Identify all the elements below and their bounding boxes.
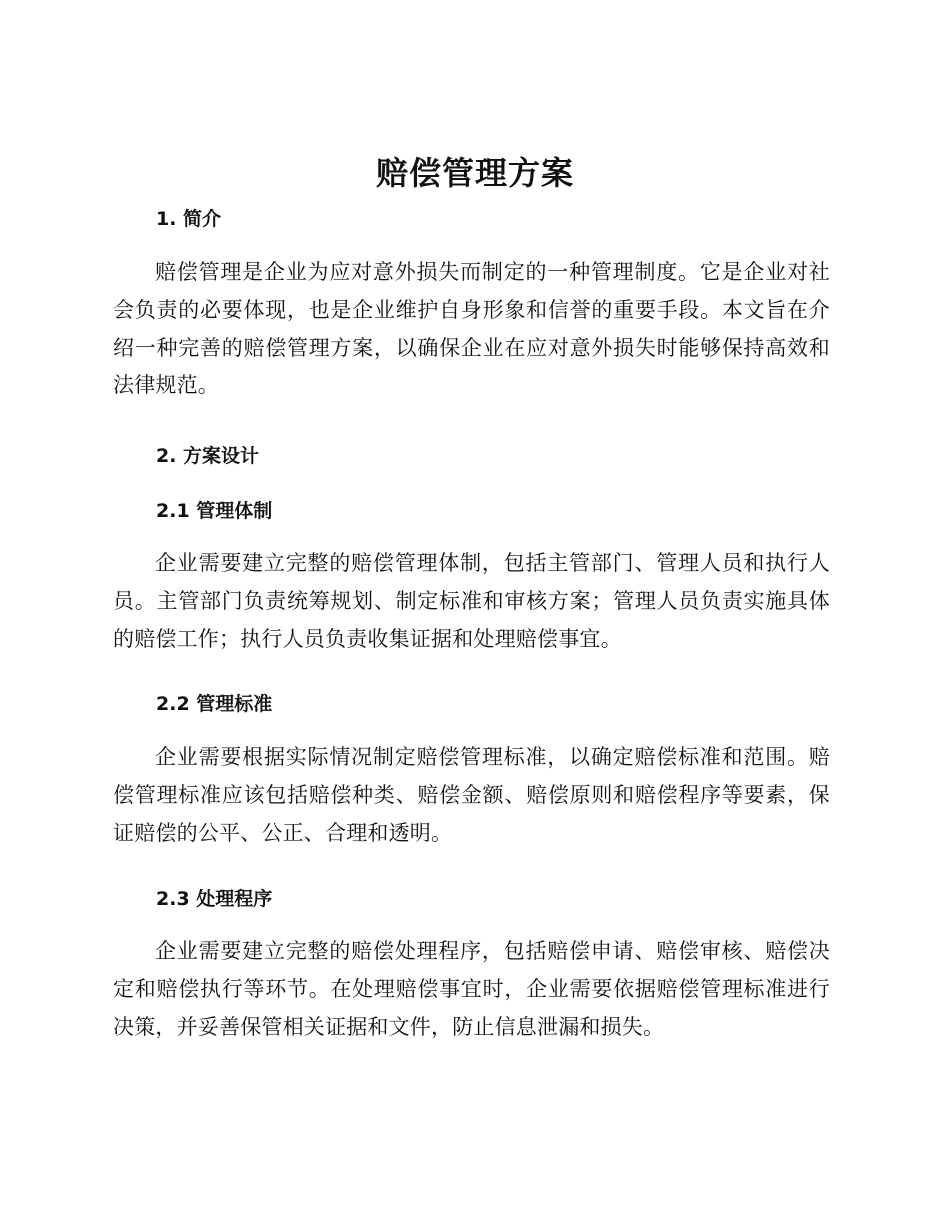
section-heading-management-system: 2.1 管理体制 (156, 500, 273, 522)
section-paragraph-management-system: 企业需要建立完整的赔偿管理体制，包括主管部门、管理人员和执行人员。主管部门负责统筹规划、制定标准和审核方案；管理人员负责实施具体的赔偿工作；执行人员负责收集证据和处理赔偿事宜。 (113, 551, 830, 651)
section-paragraph-procedure: 企业需要建立完整的赔偿处理程序，包括赔偿申请、赔偿审核、赔偿决定和赔偿执行等环节。在处理赔偿事宜时，企业需要依据赔偿管理标准进行决策，并妥善保管相关证据和文件，防止信息泄漏和损失。 (113, 939, 830, 1039)
document-title: 赔偿管理方案 (375, 154, 574, 192)
section-heading-procedure: 2.3 处理程序 (156, 888, 273, 910)
section-heading-design: 2. 方案设计 (156, 445, 260, 467)
section-heading-intro: 1. 简介 (156, 208, 222, 230)
section-heading-management-standards: 2.2 管理标准 (156, 693, 273, 715)
section-paragraph-intro: 赔偿管理是企业为应对意外损失而制定的一种管理制度。它是企业对社会负责的必要体现，也是企业维护自身形象和信誉的重要手段。本文旨在介绍一种完善的赔偿管理方案，以确保企业在应对意外损失时能够保持高效和法律规范。 (113, 260, 830, 398)
section-paragraph-management-standards: 企业需要根据实际情况制定赔偿管理标准，以确定赔偿标准和范围。赔偿管理标准应该包括赔偿种类、赔偿金额、赔偿原则和赔偿程序等要素，保证赔偿的公平、公正、合理和透明。 (113, 745, 830, 845)
